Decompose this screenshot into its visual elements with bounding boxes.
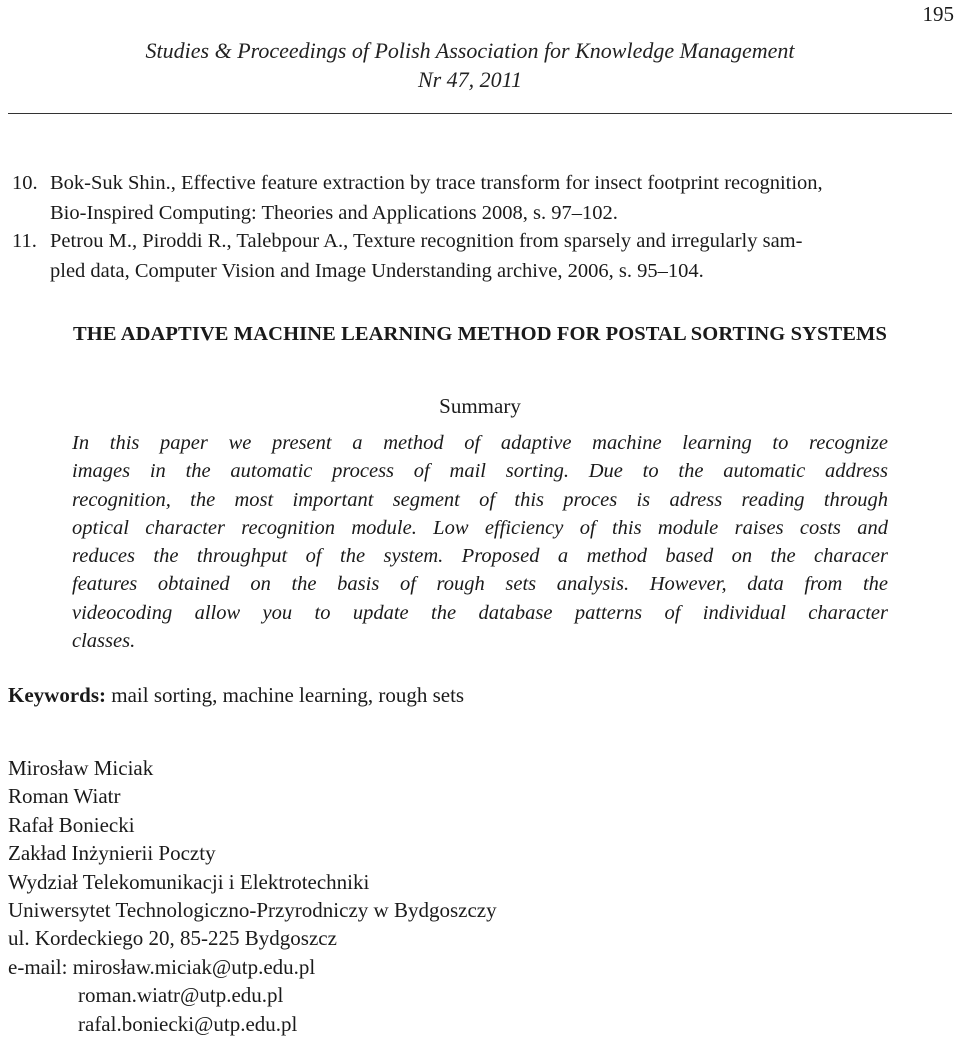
author-block: [8, 754, 497, 1038]
author-name: Rafał Boniecki: [8, 812, 135, 837]
email-link[interactable]: rafal.boniecki@utp.edu.pl: [78, 1011, 298, 1036]
reference-item: [12, 226, 952, 286]
paper-title: THE ADAPTIVE MACHINE LEARNING METHOD FOR POSTAL SORTING SYSTEMS: [73, 323, 887, 345]
keywords-text: mail sorting, machine learning, rough sets: [111, 683, 465, 707]
journal-issue: Nr 47, 2011: [417, 67, 523, 92]
header-divider: [8, 113, 952, 114]
author-name: Mirosław Miciak: [8, 756, 154, 780]
abstract-line: In this paper we present a method of adaptive machine learning to recognize: [72, 432, 888, 454]
summary-heading: Summary: [439, 394, 521, 418]
email-label: e-mail:: [8, 954, 68, 979]
abstract-line: videocoding allow you to update the database patterns of individual character: [72, 601, 888, 624]
keywords: [8, 683, 464, 708]
abstract-line: images in the automatic process of mail sorting. Due to the automatic address: [72, 460, 888, 483]
author-name: Roman Wiatr: [8, 784, 121, 809]
abstract: [72, 429, 888, 655]
abstract-line: optical character recognition module. Low efficiency of this module raises costs and: [72, 516, 888, 539]
affiliation-line: ul. Kordeckiego 20, 85-225 Bydgoszcz: [8, 926, 337, 951]
keywords-label: Keywords:: [8, 683, 106, 707]
affiliation-line: Wydział Telekomunikacji i Elektrotechniki: [8, 869, 370, 894]
abstract-line: classes.: [72, 630, 136, 653]
reference-text-line: Petrou M., Piroddi R., Talebpour A., Texture recognition from sparsely and irregularly sam-: [50, 230, 803, 252]
abstract-line: recognition, the most important segment of this proces is adress reading through: [72, 488, 888, 511]
abstract-line: reduces the throughput of the system. Proposed a method based on the characer: [72, 545, 888, 568]
affiliation-line: Uniwersytet Technologiczno-Przyrodniczy w Bydgoszczy: [8, 898, 497, 923]
page-number: 195: [922, 2, 954, 26]
journal-title: Studies & Proceedings of Polish Association for Knowledge Management: [145, 38, 795, 63]
reference-item: [12, 168, 952, 228]
reference-number: 11.: [12, 230, 37, 252]
reference-text-line: Bio-Inspired Computing: Theories and Applications 2008, s. 97–102.: [50, 202, 618, 224]
affiliation-line: Zakład Inżynierii Poczty: [8, 841, 216, 866]
email-link[interactable]: roman.wiatr@utp.edu.pl: [78, 983, 284, 1008]
reference-text-line: pled data, Computer Vision and Image Understanding archive, 2006, s. 95–104.: [50, 260, 704, 282]
reference-text-line: Bok-Suk Shin., Effective feature extraction by trace transform for insect footprint recognition,: [50, 172, 823, 194]
email-line: [8, 953, 497, 981]
email-link[interactable]: mirosław.miciak@utp.edu.pl: [72, 954, 316, 979]
abstract-line: features obtained on the basis of rough sets analysis. However, data from the: [72, 573, 888, 596]
reference-number: 10.: [12, 172, 38, 194]
